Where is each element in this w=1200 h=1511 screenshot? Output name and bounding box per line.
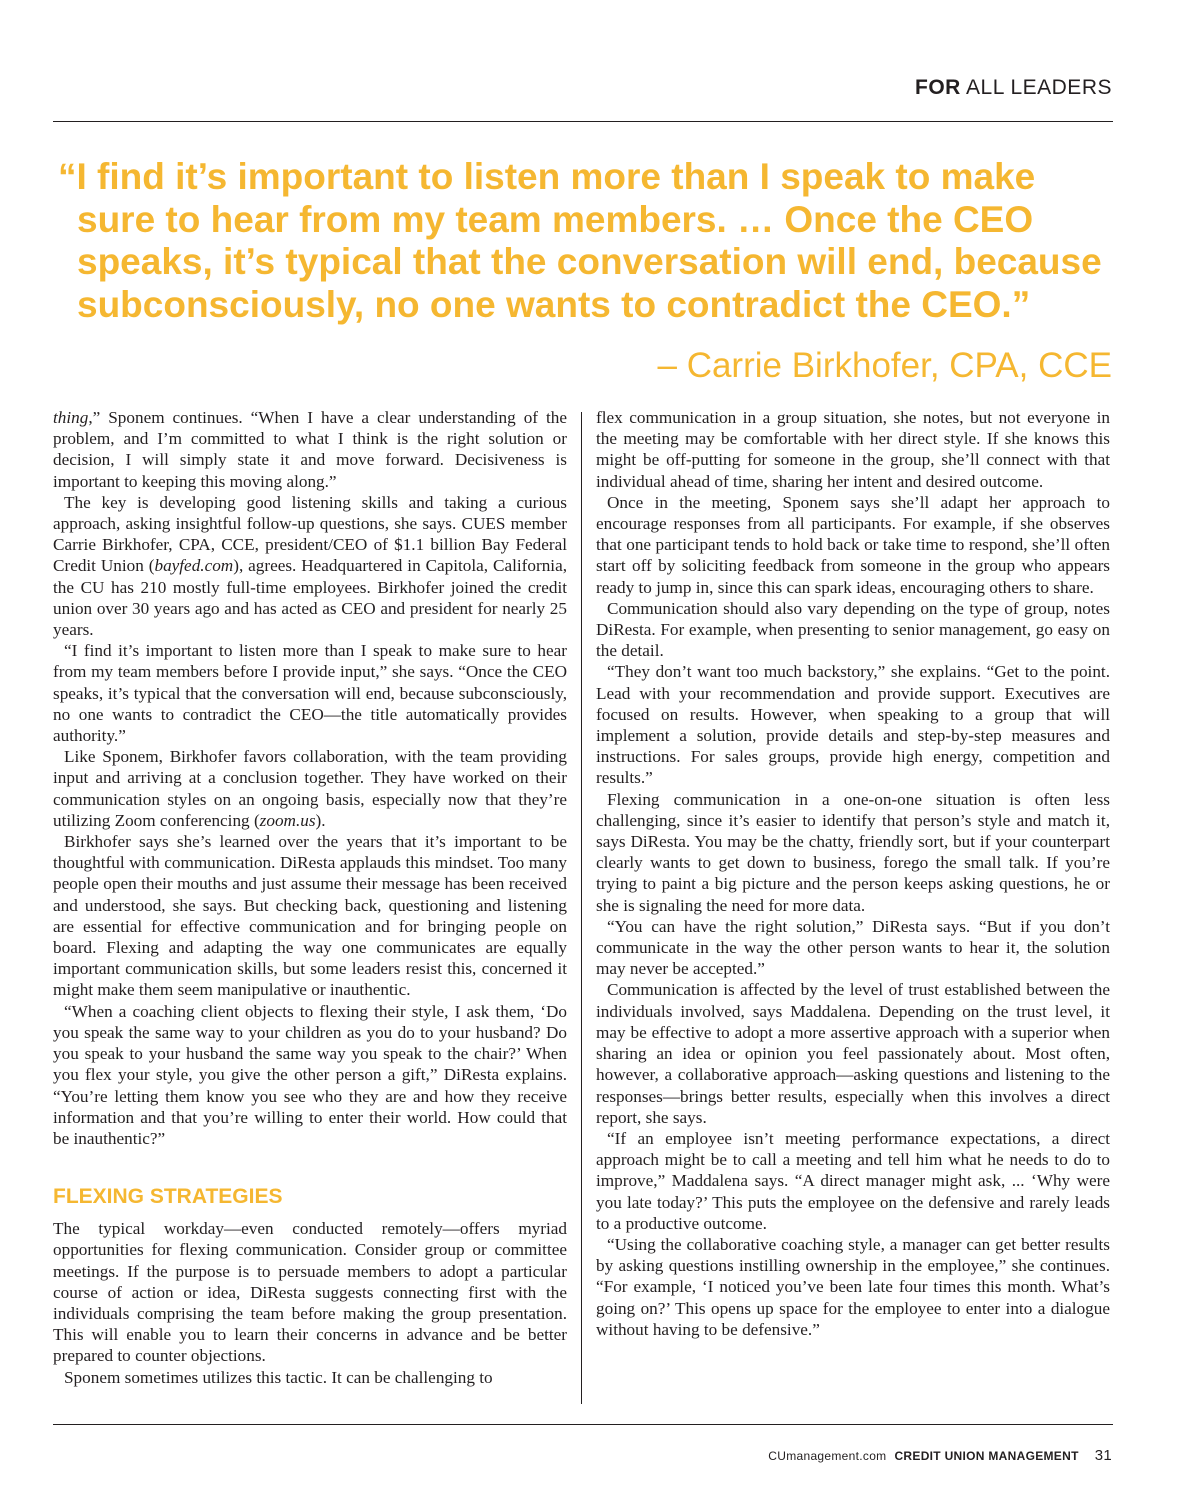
page-footer bbox=[768, 1447, 1112, 1464]
header-rule bbox=[53, 121, 1113, 122]
paragraph: The typical workday—even conducted remotely—offers myriad opportunities for flexing communication. Consider group or committee meetings. If the purpose is to persuade members to adopt a particular course of action or idea, DiResta suggests connecting first with the individuals comprising the team before making the group presentation. This will enable you to learn their concerns in advance and be better prepared to counter objections. bbox=[53, 1219, 567, 1366]
page-number: 31 bbox=[1094, 1447, 1112, 1464]
right-column bbox=[596, 407, 1110, 1340]
paragraph: Flexing communication in a one-on-one situation is often less challenging, since it’s easier to identify that person’s style and match it, says DiResta. You may be the chatty, friendly sort, but if your counterpart clearly wants to get down to business, forego the small talk. If you’re trying to paint a big picture and the person keeps asking questions, he or she is signaling the need for more data. bbox=[596, 789, 1110, 915]
section-label-strong: FOR bbox=[915, 76, 961, 99]
paragraph: “You can have the right solution,” DiResta says. “But if you don’t communicate in the way the other person wants to hear it, the solution may never be accepted.” bbox=[596, 916, 1110, 979]
paragraph: flex communication in a group situation, she notes, but not everyone in the meeting may be comfortable with her direct style. If she knows this might be off-putting for someone in the group, she’ll connect with that individual ahead of time, sharing her intent and desired outcome. bbox=[596, 408, 1110, 491]
paragraph: Communication is affected by the level of trust established between the individuals involved, says Maddalena. Depending on the trust level, it may be effective to adopt a more assertive approach with a superior when sharing an idea or opinion you feel passionately about. Most often, however, a collaborative approach—asking questions and listening to the responses—brings better results, especially when this involves a direct report, she says. bbox=[596, 980, 1110, 1127]
section-label bbox=[915, 76, 1112, 100]
paragraph: “I find it’s important to listen more than I speak to make sure to hear from my team members before I provide input,” she says. “Once the CEO speaks, it’s typical that the conversation will end, because subconsciously, no one wants to contradict the CEO—the title automatically provides authority.” bbox=[53, 641, 567, 746]
paragraph: Communication should also vary depending on the type of group, notes DiResta. For example, when presenting to senior management, go easy on the detail. bbox=[596, 598, 1110, 661]
paragraph: “They don’t want too much backstory,” she explains. “Get to the point. Lead with your recommendation and provide support. Executives are focused on results. However, when speaking to a group that will implement a solution, provide details and step-by-step measures and instructions. For sales groups, provide high energy, competition and results.” bbox=[596, 662, 1110, 788]
paragraph: Once in the meeting, Sponem says she’ll adapt her approach to encourage responses from all participants. For example, if she observes that one participant tends to hold back or take time to respond, she’ll often start off by soliciting feedback from someone in the group who appears ready to jump in, since this can spark ideas, encouraging others to share. bbox=[596, 492, 1110, 597]
paragraph: Sponem sometimes utilizes this tactic. It can be challenging to bbox=[64, 1367, 493, 1387]
paragraph: “Using the collaborative coaching style, a manager can get better results by asking questions instilling ownership in the employee,” she continues. “For example, ‘I noticed you’ve been late four times this month. What’s going on?’ This opens up space for the employee to enter into a dialogue without having to be defensive.” bbox=[596, 1234, 1110, 1339]
paragraph: “When a coaching client objects to flexing their style, I ask them, ‘Do you speak the same way to your children as you do to your husband? Do you speak to your husband the same way you speak to the chair?’ When you flex your style, you give the other person a gift,” DiResta explains. “You’re letting them know you see who they are and how they receive information and that you’re willing to enter their world. How could that be inauthentic?” bbox=[53, 1001, 567, 1148]
paragraph: “If an employee isn’t meeting performance expectations, a direct approach might be to call a meeting and tell him what he needs to do to improve,” Maddalena says. “A direct manager might ask, ... ‘Why were you late today?’ This puts the employee on the defensive and rarely leads to a productive outcome. bbox=[596, 1128, 1110, 1233]
url-bayfed: bayfed.com bbox=[154, 556, 234, 576]
column-divider bbox=[581, 412, 582, 1404]
footer-magazine: CREDIT UNION MANAGEMENT bbox=[894, 1449, 1079, 1463]
footer-site: CUmanagement.com bbox=[768, 1449, 887, 1463]
footer-rule bbox=[53, 1424, 1113, 1425]
paragraph: thing,” Sponem continues. “When I have a clear understanding of the problem, and I’m committed to what I think is the right solution or decision, I will simply state it and move forward. Decisiveness is important to keeping this moving along.” bbox=[53, 408, 567, 491]
left-column bbox=[53, 407, 567, 1388]
section-label-rest: ALL LEADERS bbox=[966, 76, 1112, 99]
paragraph: Birkhofer says she’s learned over the years that it’s important to be thoughtful with communication. DiResta applauds this mindset. Too many people open their mouths and just assume their message has been received and understood, she says. But checking back, questioning and listening are essential for effective communication and for bringing people on board. Flexing and adapting the way one communicates are equally important communication skills, but some leaders resist this, concerned it might make them seem manipulative or inauthentic. bbox=[53, 832, 567, 1000]
pull-quote: “I find it’s important to listen more than I speak to make sure to hear from my team members. … Once the CEO speaks, it’s typical that the conversation will end, because subconsciously, no one wants to contradict the CEO.” bbox=[58, 156, 1102, 325]
subhead-flexing-strategies: FLEXING STRATEGIES bbox=[53, 1185, 283, 1209]
paragraph: The key is developing good listening skills and taking a curious approach, asking insightful follow-up questions, she says. CUES member Carrie Birkhofer, CPA, CCE, president/CEO of $1.1 billion Bay Federal Credit Union (bayfed.com), agrees. Headquartered in Capitola, California, the CU has 210 mostly full-time employees. Birkhofer joined the credit union over 30 years ago and has acted as CEO and president for nearly 25 years. bbox=[53, 492, 567, 640]
italic-word: thing bbox=[53, 408, 89, 427]
url-zoom: zoom.us bbox=[259, 810, 316, 830]
pull-quote-attribution: – Carrie Birkhofer, CPA, CCE bbox=[657, 346, 1112, 385]
paragraph: Like Sponem, Birkhofer favors collaboration, with the team providing input and arriving at a conclusion together. They have worked on their communication styles on an ongoing basis, especially now that they’re utilizing Zoom conferencing (zoom.us). bbox=[53, 747, 567, 830]
